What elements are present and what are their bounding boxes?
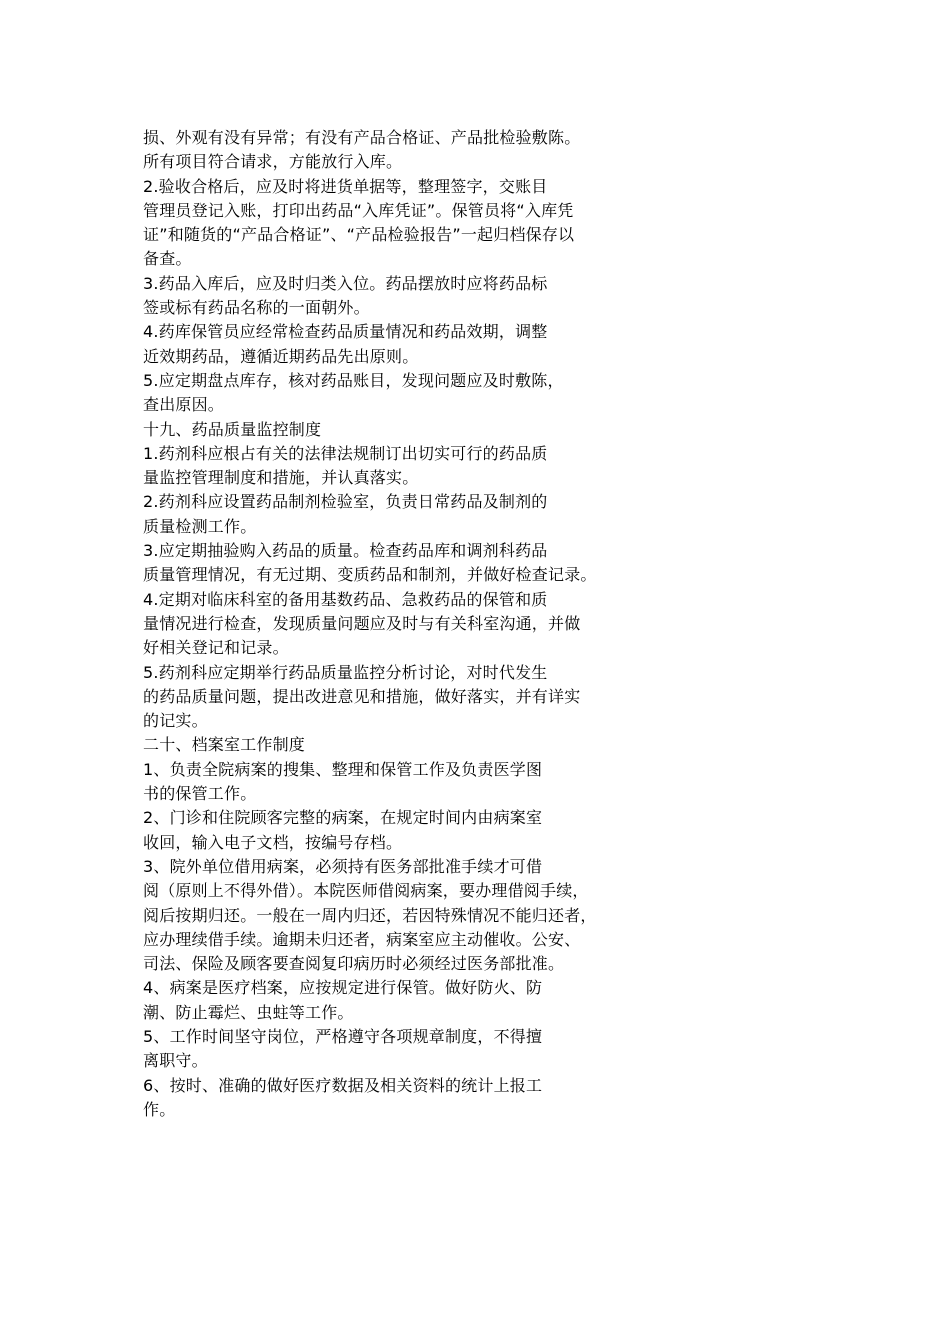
- text-line: 书的保管工作。: [143, 784, 257, 804]
- section-heading: 十九、药品质量监控制度: [143, 419, 322, 439]
- text-line: 签或标有药品名称的一面朝外。: [143, 298, 370, 318]
- text-line: 潮、防止霉烂、虫蛀等工作。: [143, 1002, 354, 1022]
- text-line: 质量管理情况，有无过期、变质药品和制剂，并做好检查记录。: [143, 565, 597, 585]
- text-line: 1.药剂科应根占有关的法律法规制订出切实可行的药品质: [143, 443, 548, 463]
- text-line: 3.药品入库后，应及时归类入位。药品摆放时应将药品标: [143, 273, 548, 293]
- text-line: 管理员登记入账，打印出药品“入库凭证”。保管员将“入库凭: [143, 200, 574, 220]
- text-line: 查出原因。: [143, 395, 225, 415]
- text-line: 近效期药品，遵循近期药品先出原则。: [143, 346, 419, 366]
- text-line: 应办理续借手续。逾期未归还者，病案室应主动催收。公安、: [143, 929, 581, 949]
- text-line: 3.应定期抽验购入药品的质量。检查药品库和调剂科药品: [143, 541, 548, 561]
- text-line: 质量检测工作。: [143, 516, 257, 536]
- text-line: 阅（原则上不得外借）。本院医师借阅病案，要办理借阅手续，: [143, 881, 589, 901]
- text-line: 司法、保险及顾客要查阅复印病历时必须经过医务部批准。: [143, 954, 565, 974]
- text-line: 4.定期对临床科室的备用基数药品、急救药品的保管和质: [143, 589, 548, 609]
- document-body: [143, 126, 723, 1122]
- text-line: 量情况进行检查，发现质量问题应及时与有关科室沟通，并做: [143, 613, 581, 633]
- text-line: 5.应定期盘点库存，核对药品账目，发现问题应及时敷陈，: [143, 370, 564, 390]
- text-line: 的药品质量问题，提出改进意见和措施，做好落实，并有详实: [143, 686, 581, 706]
- text-line: 证”和随货的“产品合格证”、“产品检验报告”一起归档保存以: [143, 225, 575, 245]
- text-line: 1、负责全院病案的搜集、整理和保管工作及负责医学图: [143, 759, 543, 779]
- text-line: 所有项目符合请求，方能放行入库。: [143, 152, 403, 172]
- text-line: 好相关登记和记录。: [143, 638, 289, 658]
- text-line: 损、外观有没有异常；有没有产品合格证、产品批检验敷陈。: [143, 128, 581, 147]
- text-line: 作。: [143, 1099, 176, 1119]
- text-line: 离职守。: [143, 1051, 208, 1071]
- text-line: 的记实。: [143, 711, 208, 731]
- text-line: 4、病案是医疗档案，应按规定进行保管。做好防火、防: [143, 978, 543, 998]
- text-line: 备查。: [143, 249, 192, 269]
- text-line: 2、门诊和住院顾客完整的病案，在规定时间内由病案室: [143, 808, 543, 828]
- text-line: 5、工作时间坚守岗位，严格遵守各项规章制度，不得擅: [143, 1026, 543, 1046]
- text-line: 阅后按期归还。一般在一周内归还，若因特殊情况不能归还者，: [143, 905, 597, 925]
- text-line: 收回，输入电子文档，按编号存档。: [143, 832, 403, 852]
- text-line: 3、院外单位借用病案，必须持有医务部批准手续才可借: [143, 856, 543, 876]
- text-line: 6、按时、准确的做好医疗数据及相关资料的统计上报工: [143, 1075, 543, 1095]
- text-line: 量监控管理制度和措施，并认真落实。: [143, 468, 419, 488]
- section-heading: 二十、档案室工作制度: [143, 735, 306, 755]
- text-line: 5.药剂科应定期举行药品质量监控分析讨论，对时代发生: [143, 662, 548, 682]
- text-line: 2.验收合格后，应及时将进货单据等，整理签字，交账目: [143, 176, 548, 196]
- text-line: 4.药库保管员应经常检查药品质量情况和药品效期，调整: [143, 322, 548, 342]
- text-line: 2.药剂科应设置药品制剂检验室，负责日常药品及制剂的: [143, 492, 548, 512]
